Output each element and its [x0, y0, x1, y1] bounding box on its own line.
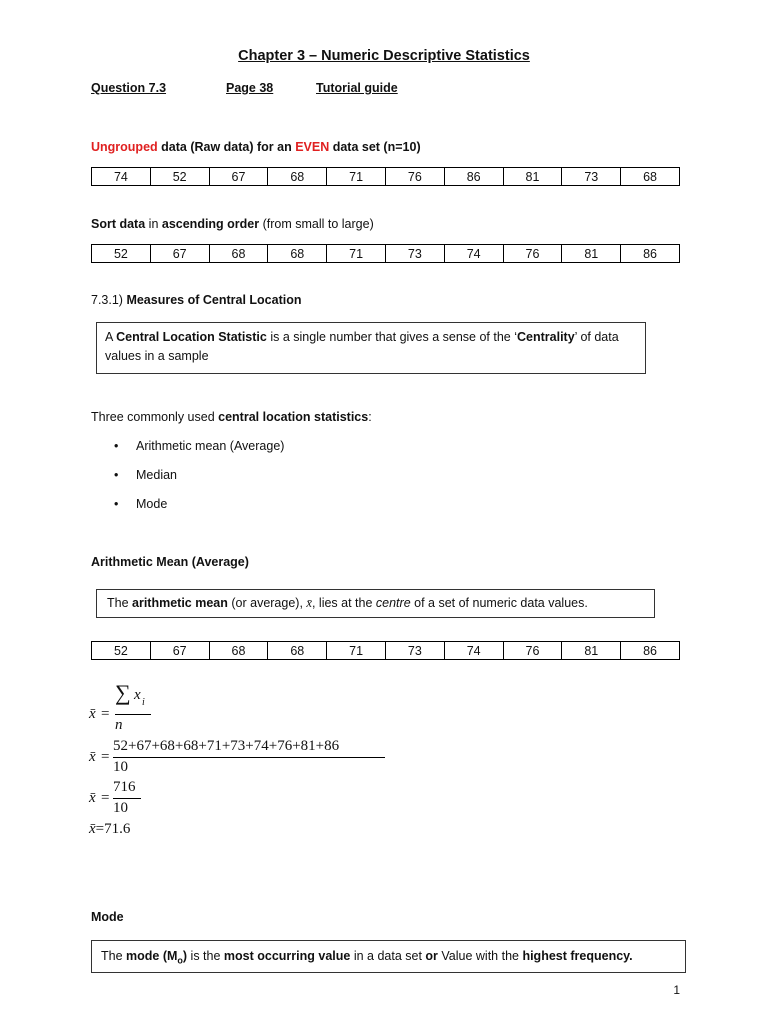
mode-text2: Value with the	[437, 949, 523, 963]
total-formula	[89, 779, 169, 823]
data-cell: 76	[503, 245, 562, 263]
data-cell: 68	[209, 642, 268, 660]
mean-formula	[89, 680, 209, 736]
guide-label: Tutorial guide	[316, 81, 398, 95]
data-cell: 73	[385, 642, 444, 660]
mean-data-table	[91, 641, 680, 660]
bullet-dot: •	[114, 439, 119, 453]
sort-in: in	[145, 217, 162, 231]
data-cell: 73	[562, 168, 621, 186]
definition-box	[96, 322, 646, 374]
mode-subscript: o	[177, 955, 183, 966]
xbar-symbol: x̄	[306, 596, 312, 610]
def-term: Central Location Statistic	[116, 330, 267, 344]
sum-formula	[89, 738, 389, 782]
question-label: Question 7.3	[91, 81, 167, 95]
bullet-dot: •	[114, 468, 119, 482]
data-cell: 76	[503, 642, 562, 660]
table-row	[92, 642, 680, 660]
three-term: central location statistics	[218, 410, 369, 424]
data-cell: 71	[327, 245, 386, 263]
data-cell: 81	[562, 642, 621, 660]
formula-equals: =	[101, 749, 110, 765]
data-cell: 67	[209, 168, 268, 186]
formula-xbar: x̄	[89, 790, 96, 806]
raw-data-table	[91, 167, 680, 186]
mean-centre: centre	[375, 596, 411, 610]
data-cell: 68	[268, 642, 327, 660]
def-text: is a single number that gives a sense of the ‘	[266, 330, 517, 344]
def-centrality: Centrality	[517, 330, 575, 344]
formula-xbar: x̄	[89, 749, 96, 765]
mode-paren: )	[182, 949, 188, 963]
mean-heading: Arithmetic Mean (Average)	[91, 555, 249, 569]
sort-heading	[91, 217, 374, 231]
data-cell: 76	[385, 168, 444, 186]
mean-definition-box	[96, 589, 655, 618]
ungrouped-text: data (Raw data) for an	[157, 140, 296, 154]
mode-text: in a data set	[350, 949, 426, 963]
ungrouped-word: Ungrouped	[91, 140, 158, 154]
fraction-bar	[115, 714, 151, 715]
data-cell: 86	[444, 168, 503, 186]
data-cell: 81	[503, 168, 562, 186]
formula-equals: =	[101, 706, 110, 722]
table-row	[92, 168, 680, 186]
mean-text: (or average),	[227, 596, 307, 610]
ungrouped-n: data set (n=10)	[329, 140, 421, 154]
bullet-item-mode: Mode	[136, 497, 168, 511]
mode-highest: highest frequency.	[522, 949, 633, 963]
data-cell: 52	[92, 245, 151, 263]
mode-heading: Mode	[91, 910, 124, 924]
three-colon: :	[368, 410, 372, 424]
def-end: ’ of data values in a sample	[105, 330, 619, 363]
def-a: A	[105, 330, 117, 344]
sort-note: (from small to large)	[259, 217, 374, 231]
mode-the: The	[101, 949, 127, 963]
sort-word: Sort data	[91, 217, 146, 231]
data-cell: 71	[327, 168, 386, 186]
numerator-716: 716	[113, 779, 136, 795]
data-cell: 74	[444, 642, 503, 660]
formula-subscript-i: i	[142, 697, 145, 708]
mean-end: of a set of numeric data values.	[410, 596, 588, 610]
data-cell: 68	[209, 245, 268, 263]
mean-the: The	[107, 596, 133, 610]
mode-is: is the	[187, 949, 224, 963]
section-title: Measures of Central Location	[126, 293, 302, 307]
data-cell: 52	[150, 168, 209, 186]
formula-xi: x	[134, 687, 141, 703]
sorted-data-table	[91, 244, 680, 263]
three-text: Three commonly used	[91, 410, 219, 424]
data-cell: 67	[150, 245, 209, 263]
data-cell: 86	[621, 245, 680, 263]
data-cell: 68	[268, 168, 327, 186]
mean-term: arithmetic mean	[132, 596, 228, 610]
page-number: 1	[673, 983, 680, 997]
table-row	[92, 245, 680, 263]
data-cell: 52	[92, 642, 151, 660]
bullet-item-mean: Arithmetic mean (Average)	[136, 439, 285, 453]
mode-definition-box	[91, 940, 686, 973]
formula-xbar: x̄	[89, 821, 96, 837]
fraction-bar	[113, 757, 385, 758]
result-formula	[89, 821, 130, 838]
page-label: Page 38	[226, 81, 274, 95]
data-cell: 67	[150, 642, 209, 660]
page-title: Chapter 3 – Numeric Descriptive Statistics	[238, 48, 530, 64]
three-statistics-line	[91, 410, 372, 424]
mode-term: mode (M	[126, 949, 178, 963]
section-number: 7.3.1)	[91, 293, 127, 307]
data-cell: 74	[92, 168, 151, 186]
data-cell: 68	[621, 168, 680, 186]
denominator-10: 10	[113, 800, 128, 816]
sigma-symbol: ∑	[115, 680, 131, 705]
mode-or: or	[425, 949, 438, 963]
fraction-bar	[113, 798, 141, 799]
ungrouped-heading	[91, 140, 421, 154]
bullet-dot: •	[114, 497, 119, 511]
formula-xbar: x̄	[89, 706, 96, 722]
data-cell: 74	[444, 245, 503, 263]
ascending-word: ascending order	[161, 217, 260, 231]
formula-n: n	[115, 717, 123, 733]
formula-equals: =	[101, 790, 110, 806]
sum-expression: 52+67+68+68+71+73+74+76+81+86	[113, 738, 340, 754]
even-word: EVEN	[295, 140, 330, 154]
section-heading	[91, 293, 301, 307]
data-cell: 81	[562, 245, 621, 263]
mean-text2: , lies at the	[311, 596, 376, 610]
data-cell: 73	[385, 245, 444, 263]
data-cell: 68	[268, 245, 327, 263]
data-cell: 71	[327, 642, 386, 660]
data-cell: 86	[621, 642, 680, 660]
mean-result: 71.6	[104, 821, 131, 837]
denominator-10: 10	[113, 759, 128, 775]
formula-equals: =	[95, 821, 105, 837]
mode-most: most occurring value	[223, 949, 351, 963]
bullet-item-median: Median	[136, 468, 177, 482]
